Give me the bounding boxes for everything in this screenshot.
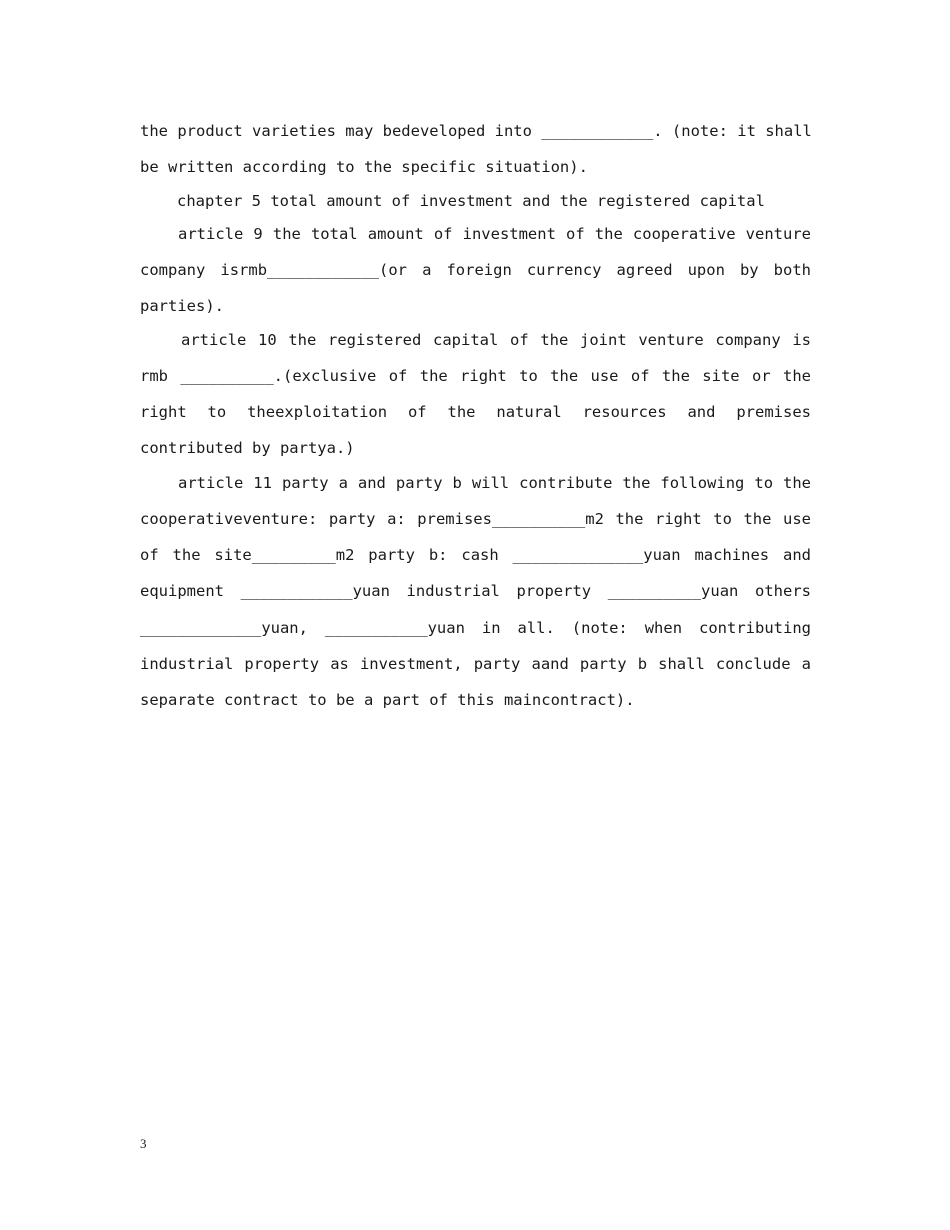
text-line: company isrmb____________(or a foreign currency agreed upon by both: [140, 261, 811, 279]
text-line: equipment ____________yuan industrial property __________yuan others: [140, 582, 811, 600]
text-line: right to theexploitation of the natural resources and premises: [140, 403, 811, 421]
text-line: of the site_________m2 party b: cash ______________yuan machines and: [140, 546, 811, 564]
article-9-line: article 9 the total amount of investment of the cooperative venture: [178, 225, 811, 243]
text-line: separate contract to be a part of this maincontract).: [140, 691, 635, 709]
chapter-heading: chapter 5 total amount of investment and the registered capital: [177, 192, 765, 210]
page-number: 3: [140, 1136, 147, 1151]
text-line: industrial property as investment, party aand party b shall conclude a: [140, 655, 811, 673]
text-line: parties).: [140, 297, 224, 315]
text-line: be written according to the specific situation).: [140, 158, 588, 176]
text-line: _____________yuan, ___________yuan in all. (note: when contributing: [140, 619, 811, 637]
text-line: contributed by partya.): [140, 439, 355, 457]
text-line: cooperativeventure: party a: premises__________m2 the right to the use: [140, 510, 811, 528]
text-line: the product varieties may bedeveloped into ____________. (note: it shall: [140, 122, 812, 140]
article-10-line: article 10 the registered capital of the joint venture company is: [181, 331, 811, 349]
text-line: rmb __________.(exclusive of the right to the use of the site or the: [140, 367, 811, 385]
article-11-line: article 11 party a and party b will contribute the following to the: [178, 474, 811, 492]
